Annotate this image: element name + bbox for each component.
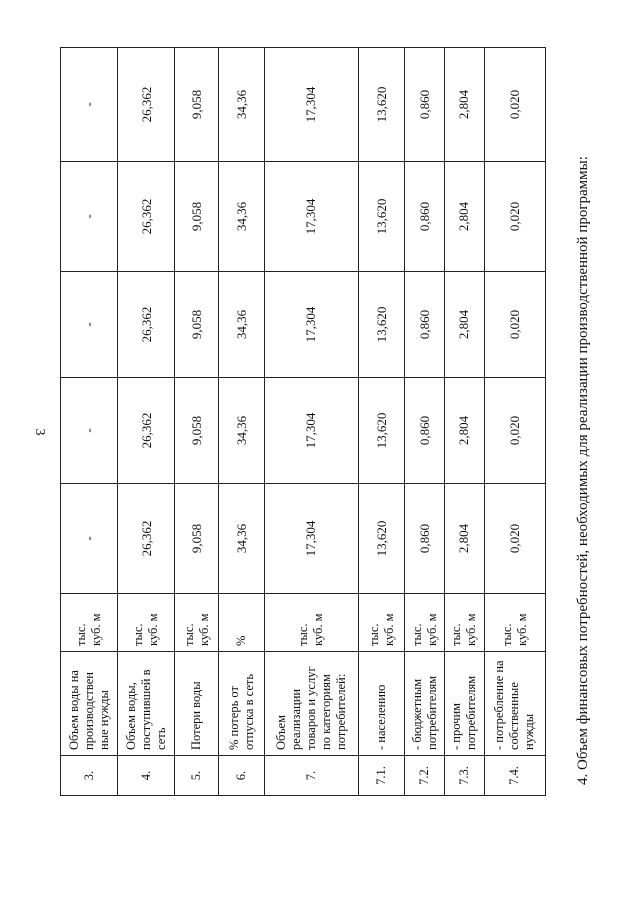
- value-cell: 26,362: [118, 272, 175, 378]
- value-cell: 0,020: [484, 272, 545, 378]
- value-cell: 0,860: [405, 272, 445, 378]
- value-cell: -: [61, 378, 118, 484]
- value-cell: 9,058: [175, 484, 219, 594]
- value-cell: 2,804: [444, 48, 484, 162]
- row-number-cell: 7.2.: [405, 756, 445, 796]
- value-cell: 17,304: [264, 162, 358, 272]
- indicators-table-wrapper: [60, 48, 546, 796]
- table-row: [484, 48, 545, 796]
- value-cell: 13,620: [358, 378, 405, 484]
- value-cell: -: [61, 484, 118, 594]
- unit-cell: тыс. куб. м: [61, 594, 118, 652]
- unit-cell: тыс. куб. м: [405, 594, 445, 652]
- value-cell: 0,020: [484, 162, 545, 272]
- indicator-name-cell: - потребление на собственные нужды: [484, 652, 545, 756]
- table-row: [118, 48, 175, 796]
- value-cell: 0,860: [405, 162, 445, 272]
- indicator-name-cell: - населению: [358, 652, 405, 756]
- value-cell: 17,304: [264, 272, 358, 378]
- table-row: [175, 48, 219, 796]
- unit-cell: тыс. куб. м: [358, 594, 405, 652]
- unit-cell: тыс. куб. м: [264, 594, 358, 652]
- page-number: 3: [32, 428, 47, 436]
- value-cell: 17,304: [264, 378, 358, 484]
- row-number-cell: 4.: [118, 756, 175, 796]
- value-cell: 17,304: [264, 48, 358, 162]
- value-cell: 0,020: [484, 378, 545, 484]
- indicator-name-cell: Объем воды на производствен ные нужды: [61, 652, 118, 756]
- indicator-name-cell: Объем реализации товаров и услуг по категориям потребителей:: [264, 652, 358, 756]
- value-cell: -: [61, 272, 118, 378]
- indicator-name-cell: % потерь от отпуска в сеть: [219, 652, 265, 756]
- row-number-cell: 7.: [264, 756, 358, 796]
- value-cell: 13,620: [358, 272, 405, 378]
- value-cell: 0,860: [405, 484, 445, 594]
- row-number-cell: 3.: [61, 756, 118, 796]
- indicator-name-cell: Потери воды: [175, 652, 219, 756]
- value-cell: 2,804: [444, 378, 484, 484]
- indicator-name-cell: - прочим потребителям: [444, 652, 484, 756]
- indicator-name-cell: Объем воды, поступившей в сеть: [118, 652, 175, 756]
- unit-cell: тыс. куб. м: [175, 594, 219, 652]
- value-cell: 0,020: [484, 484, 545, 594]
- value-cell: 26,362: [118, 48, 175, 162]
- row-number-cell: 7.3.: [444, 756, 484, 796]
- value-cell: 9,058: [175, 48, 219, 162]
- table-row: [219, 48, 265, 796]
- unit-cell: тыс. куб. м: [444, 594, 484, 652]
- value-cell: 13,620: [358, 484, 405, 594]
- value-cell: 9,058: [175, 378, 219, 484]
- table-body: [61, 48, 546, 796]
- value-cell: 26,362: [118, 484, 175, 594]
- row-number-cell: 7.4.: [484, 756, 545, 796]
- value-cell: 2,804: [444, 162, 484, 272]
- unit-cell: %: [219, 594, 265, 652]
- value-cell: 0,860: [405, 378, 445, 484]
- table-row: [61, 48, 118, 796]
- value-cell: 0,860: [405, 48, 445, 162]
- value-cell: 34,36: [219, 162, 265, 272]
- value-cell: 2,804: [444, 272, 484, 378]
- section-heading: 4. Объем финансовых потребностей, необходимых для реализации производственной программы:: [575, 156, 591, 785]
- indicator-name-cell: - бюджетным потребителям: [405, 652, 445, 756]
- value-cell: 26,362: [118, 162, 175, 272]
- unit-cell: тыс. куб. м: [118, 594, 175, 652]
- table-row: [405, 48, 445, 796]
- unit-cell: тыс. куб. м: [484, 594, 545, 652]
- row-number-cell: 6.: [219, 756, 265, 796]
- value-cell: 26,362: [118, 378, 175, 484]
- value-cell: 13,620: [358, 162, 405, 272]
- table-row: [264, 48, 358, 796]
- value-cell: 34,36: [219, 48, 265, 162]
- value-cell: 13,620: [358, 48, 405, 162]
- value-cell: 34,36: [219, 272, 265, 378]
- value-cell: 34,36: [219, 484, 265, 594]
- value-cell: -: [61, 48, 118, 162]
- value-cell: 9,058: [175, 272, 219, 378]
- value-cell: -: [61, 162, 118, 272]
- value-cell: 17,304: [264, 484, 358, 594]
- indicators-table: [60, 47, 546, 796]
- value-cell: 34,36: [219, 378, 265, 484]
- value-cell: 9,058: [175, 162, 219, 272]
- value-cell: 0,020: [484, 48, 545, 162]
- row-number-cell: 7.1.: [358, 756, 405, 796]
- table-row: [444, 48, 484, 796]
- table-row: [358, 48, 405, 796]
- value-cell: 2,804: [444, 484, 484, 594]
- row-number-cell: 5.: [175, 756, 219, 796]
